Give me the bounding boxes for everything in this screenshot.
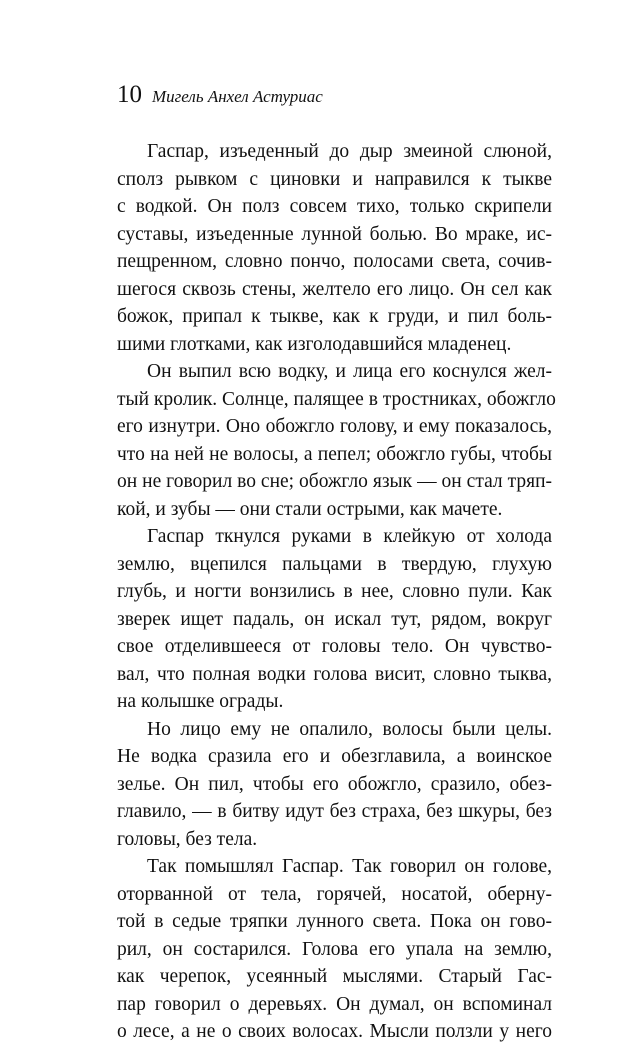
text-line: Гаспар ткнулся руками в клейкую от холода: [147, 526, 552, 547]
text-line: он не говорил во сне; обожгло язык — он стал тряп-: [117, 471, 552, 492]
text-line: главило, — в битву идут без страха, без шкуры, без: [117, 801, 552, 822]
text-line: пар говорил о деревьях. Он думал, он вспоминал: [117, 993, 552, 1015]
text-line: что на ней не волосы, а пепел; обожгло губы, чтобы: [117, 443, 552, 465]
text-line: как черепок, усеянный мыслями. Старый Гас-: [117, 966, 552, 987]
text-line: вал, что полная водки голова висит, словно тыква,: [117, 663, 552, 685]
text-line: сполз рывком с циновки и направился к тыкве: [117, 168, 552, 190]
text-line: зверек ищет падаль, он искал тут, рядом, вокруг: [117, 608, 552, 630]
text-line: глубь, и ногти вонзились в нее, словно пули. Как: [117, 581, 552, 602]
text-line: Не водка сразила его и обезглавила, а воинское: [117, 746, 552, 767]
text-line: оторванной от тела, горячей, носатой, оберну-: [117, 883, 552, 905]
page-number: 10: [117, 81, 142, 108]
text-line: шими глотками, как изголодавшийся младенец.: [117, 333, 512, 355]
text-line: Он выпил всю водку, и лица его коснулся жел-: [147, 361, 552, 382]
running-header: [117, 82, 323, 107]
text-line: зелье. Он пил, чтобы его обожгло, сразило, обез-: [117, 773, 552, 795]
text-line: Так помышлял Гаспар. Так говорил он голове,: [147, 856, 552, 877]
text-line: суставы, изъеденные лунной болью. Во мраке, ис-: [117, 223, 552, 245]
text-line: той в седые тряпки лунного света. Пока он гово-: [117, 911, 552, 932]
text-line: кой, и зубы — они стали острыми, как мачете.: [117, 498, 503, 520]
text-line: с водкой. Он полз совсем тихо, только скрипели: [117, 196, 552, 217]
text-line: о лесе, а не о своих волосах. Мысли ползли у него: [117, 1021, 552, 1042]
text-line: его изнутри. Оно обожгло голову, и ему показалось,: [117, 416, 552, 437]
text-line: свое отделившееся от головы тело. Он чувство-: [117, 636, 552, 657]
text-line: на колышке ограды.: [117, 691, 284, 712]
text-line: шегося сквозь стены, желтело его лицо. Он сел как: [117, 278, 552, 300]
text-line: пещренном, словно пончо, полосами света, сочив-: [117, 251, 552, 272]
text-line: Но лицо ему не опалило, волосы были целы.: [147, 718, 552, 740]
text-line: божок, припал к тыкве, как к груди, и пил боль-: [117, 306, 552, 327]
text-line: головы, без тела.: [117, 828, 258, 850]
text-line: рил, он состарился. Голова его упала на землю,: [117, 938, 552, 960]
text-body: [117, 138, 556, 1046]
running-title: Мигель Анхел Астуриас: [152, 87, 323, 106]
text-line: Гаспар, изъеденный до дыр змеиной слюной,: [147, 141, 552, 162]
text-line: землю, вцепился пальцами в твердую, глухую: [117, 553, 552, 575]
text-line: тый кролик. Солнце, палящее в тростниках, обожгло: [117, 388, 556, 410]
